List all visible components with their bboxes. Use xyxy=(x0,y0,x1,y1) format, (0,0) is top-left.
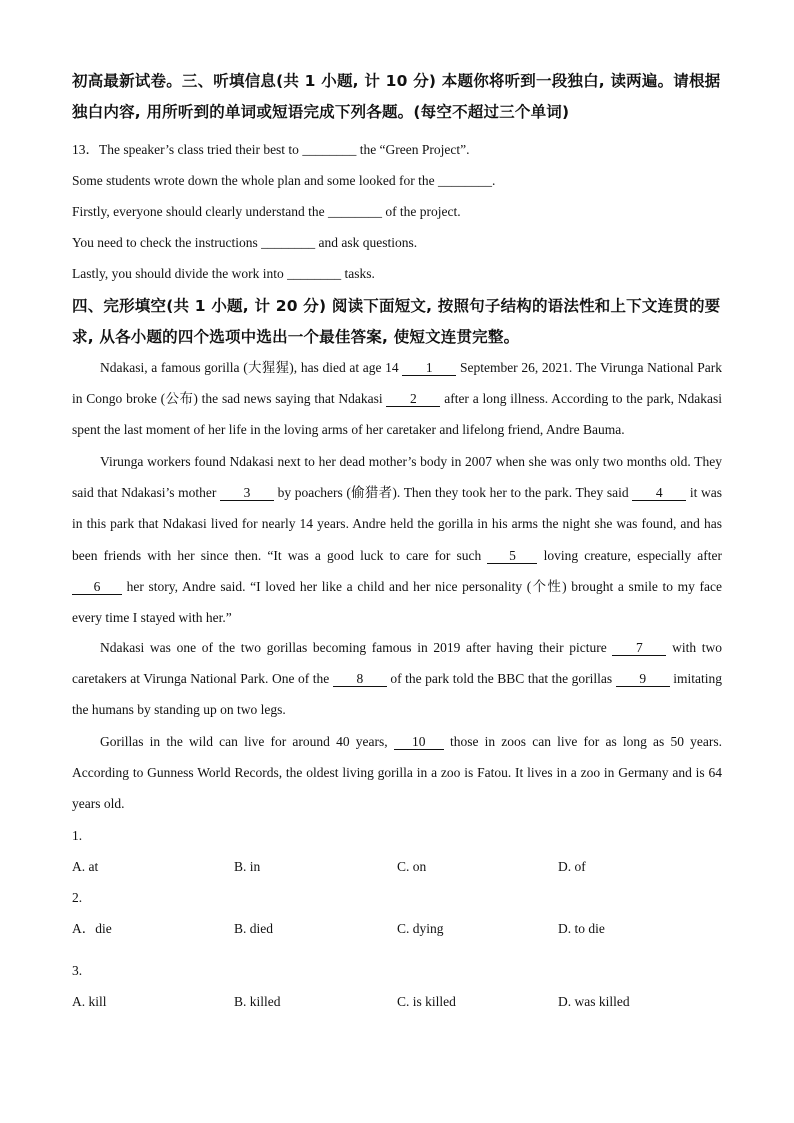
cloze-blank-5[interactable]: 5 xyxy=(487,549,537,564)
option-c[interactable]: C. dying xyxy=(397,921,444,936)
passage-paragraph-4: Gorillas in the wild can live for around 40 years, 10 those in zoos can live for as long as 50 years. According to Gunness World Records, the oldest living gorilla in a zoo is Fatou. It lives in a zoo in Germany and is 64 years old. xyxy=(72,734,722,812)
cloze-blank-6[interactable]: 6 xyxy=(72,580,122,595)
passage-paragraph-3: Ndakasi was one of the two gorillas becoming famous in 2019 after having their picture 7 with two caretakers at Virunga National Park. One of the 8 of the park told the BBC that the gorillas 9 imitating the humans by standing up on two legs. xyxy=(72,640,722,718)
option-b[interactable]: B. in xyxy=(234,859,261,874)
cloze-blank-4[interactable]: 4 xyxy=(632,486,686,501)
cloze-blank-2[interactable]: 2 xyxy=(386,392,440,407)
option-c[interactable]: C. on xyxy=(397,859,427,874)
question-number: 2. xyxy=(72,890,83,905)
option-d[interactable]: D. of xyxy=(558,859,586,874)
listening-line-4: You need to check the instructions ________ and ask questions. xyxy=(72,235,418,250)
option-d[interactable]: D. was killed xyxy=(558,994,630,1009)
option-c[interactable]: C. is killed xyxy=(397,994,456,1009)
question-number: 1. xyxy=(72,828,83,843)
listening-line-2: Some students wrote down the whole plan and some looked for the ________. xyxy=(72,173,496,188)
passage-paragraph-1: Ndakasi, a famous gorilla (大猩猩), has died at age 14 1 September 26, 2021. The Virunga National Park in Congo broke (公布) the sad news saying that Ndakasi 2 after a long illness. According to the park, Ndakasi spent the last moment of her life in the loving arms of her caretaker and lifelong friend, Andre Bauma. xyxy=(72,360,722,438)
answer-blank[interactable]: ________ xyxy=(302,142,357,157)
listening-section-heading: 初高最新试卷。三、听填信息(共 1 小题, 计 10 分) 本题你将听到一段独白, 读两遍。请根据独白内容, 用所听到的单词或短语完成下列各题。(每空不超过三个单词) xyxy=(72,72,721,121)
listening-line-5: Lastly, you should divide the work into ________ tasks. xyxy=(72,266,375,281)
option-b[interactable]: B. died xyxy=(234,921,273,936)
cloze-blank-10[interactable]: 10 xyxy=(394,735,444,750)
cloze-blank-1[interactable]: 1 xyxy=(402,361,456,376)
passage-paragraph-2: Virunga workers found Ndakasi next to her dead mother’s body in 2007 when she was only two months old. They said that Ndakasi’s mother 3 by poachers (偷猎者). Then they took her to the park. They said 4 it was in this park that Ndakasi lived for nearly 14 years. Andre held the gorilla in his arms the night she was found, and has been friends with her since then. “It was a good luck to care for such 5 loving creature, especially after 6 her story, Andre said. “I loved her like a child and her nice personality (个性) brought a smile to my face every time I stayed with her.” xyxy=(72,454,722,626)
answer-blank[interactable]: ________ xyxy=(327,204,382,219)
option-a[interactable]: A. at xyxy=(72,859,99,874)
option-d[interactable]: D. to die xyxy=(558,921,605,936)
cloze-blank-8[interactable]: 8 xyxy=(333,672,387,687)
cloze-blank-9[interactable]: 9 xyxy=(616,672,670,687)
option-a[interactable]: A．die xyxy=(72,921,112,936)
answer-blank[interactable]: ________ xyxy=(437,173,492,188)
answer-blank[interactable]: ________ xyxy=(261,235,316,250)
listening-question-13: 13．The speaker’s class tried their best to ________ the “Green Project”. xyxy=(72,142,470,157)
answer-blank[interactable]: ________ xyxy=(287,266,342,281)
cloze-blank-7[interactable]: 7 xyxy=(612,641,666,656)
question-number: 3. xyxy=(72,963,83,978)
listening-line-3: Firstly, everyone should clearly understand the ________ of the project. xyxy=(72,204,461,219)
cloze-section-heading: 四、完形填空(共 1 小题, 计 20 分) 阅读下面短文, 按照句子结构的语法性和上下文连贯的要求, 从各小题的四个选项中选出一个最佳答案, 使短文连贯完整。 xyxy=(72,297,721,346)
option-b[interactable]: B. killed xyxy=(234,994,281,1009)
option-a[interactable]: A. kill xyxy=(72,994,107,1009)
cloze-blank-3[interactable]: 3 xyxy=(220,486,274,501)
